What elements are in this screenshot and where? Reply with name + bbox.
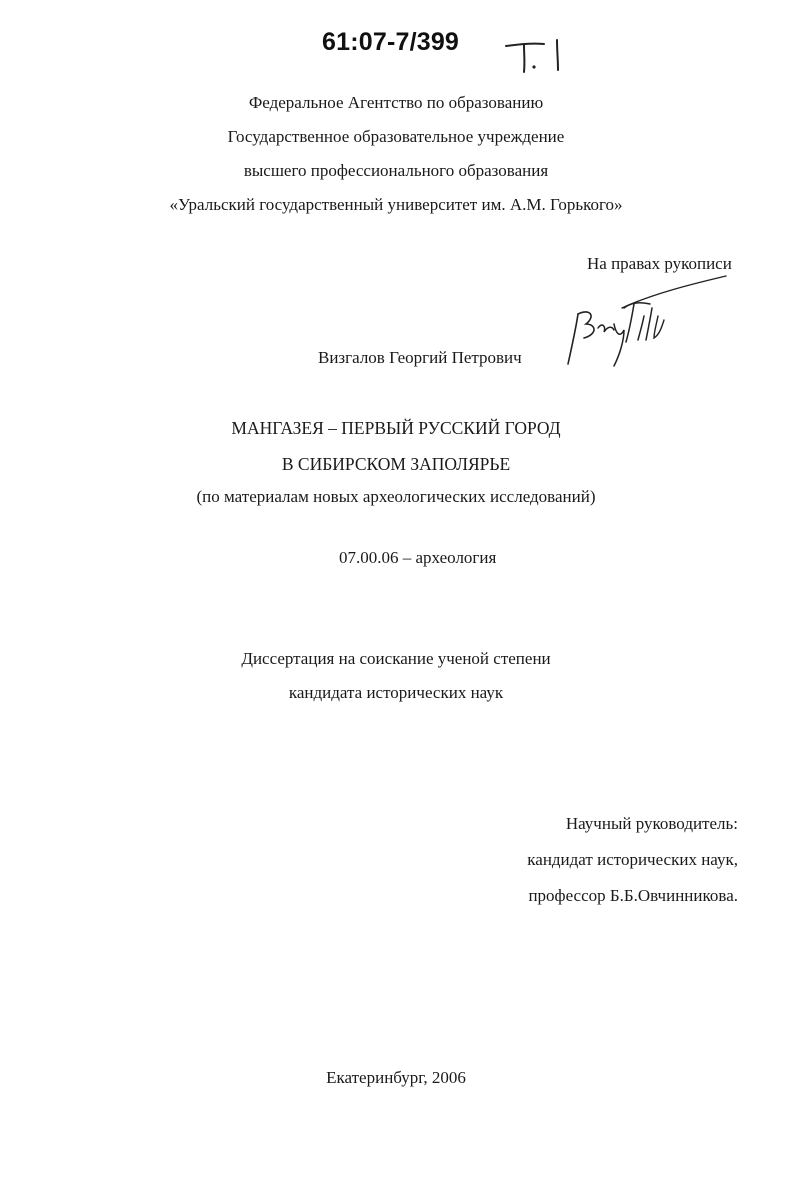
- supervisor-name: профессор Б.Б.Овчинникова.: [528, 886, 738, 905]
- author-name: Визгалов Георгий Петрович: [318, 348, 522, 367]
- supervisor-label: Научный руководитель:: [565, 814, 738, 833]
- city-year: Екатеринбург, 2006: [326, 1068, 466, 1087]
- title-subtitle: (по материалам новых археологических исследований): [196, 487, 596, 506]
- supervisor-block: [500, 806, 738, 914]
- organization-block: [0, 86, 792, 222]
- author-signature: [562, 268, 732, 374]
- dissertation-title: [0, 410, 792, 512]
- manuscript-note: На правах рукописи: [587, 254, 732, 273]
- title-line-2: В СИБИРСКОМ ЗАПОЛЯРЬЕ: [281, 454, 511, 474]
- organization-line: высшего профессионального образования: [243, 161, 549, 180]
- supervisor-degree: кандидат исторических наук,: [527, 850, 738, 869]
- organization-line: «Уральский государственный университет им. А.М. Горького»: [169, 195, 623, 214]
- degree-line-1: Диссертация на соискание ученой степени: [241, 649, 551, 668]
- title-line-1: МАНГАЗЕЯ – ПЕРВЫЙ РУССКИЙ ГОРОД: [231, 418, 561, 438]
- degree-statement: [0, 642, 792, 710]
- degree-line-2: кандидата исторических наук: [288, 683, 504, 702]
- handwritten-volume-mark: [502, 36, 564, 76]
- specialty-code: 07.00.06 – археология: [339, 548, 497, 567]
- organization-line: Федеральное Агентство по образованию: [248, 93, 544, 112]
- organization-line: Государственное образовательное учреждение: [227, 127, 565, 146]
- registry-code: 61:07-7/399: [322, 28, 460, 56]
